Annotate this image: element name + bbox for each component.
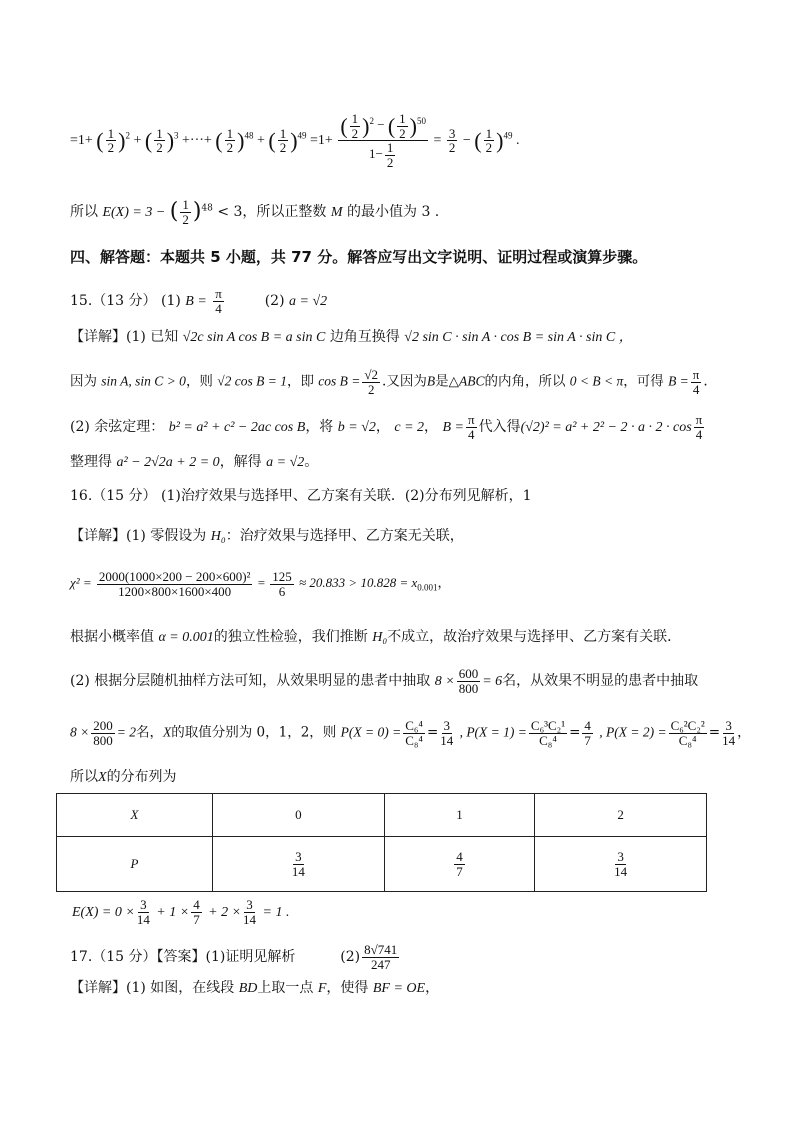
expectation-bound-line: 所以 E(X) = 3 − ( $\frac{1}{2}$ )$^{48}$ < 3，所以正整数 M 的最小值为 3 . [70,197,440,227]
sum-formula-line: =1+ ( $\frac{1}{2}$ )$^2$ + ( $\frac{1}{2}$ )$^3$ +···+ ( $\frac{1}{2}$ )$^{48}$ + ( $\frac{1}{2}$ )$^{49}$ =1+ ( $\frac{1}{2}$ )$^2$ − ( $\frac{1}{2}$ )$^{50}$ 1− $\frac{1}{2}$ = $\frac{3}{2}$ − ( $\frac{1}{2}$ )$^{49}$ . [70,111,520,170]
q15-detail-3: (2) 余弦定理： b² = a² + c² − 2ac cos B，将 b = √2， c = 2， B = $\frac{\pi}{4}$ 代入得(√2)² = a² + 2² − 2 · a · 2 · cos $\frac{\pi}{4}$ [70,412,703,442]
q15-answer-line: 15.（13 分） (1) B = $\frac{\pi}{4}$ (2) a = √2 [70,286,328,316]
q16-detail-3: 根据小概率值 α = 0.001的独立性检验，我们推断 H₀不成立，故治疗效果与选择甲、乙方案有关联． [70,629,682,645]
distribution-table [56,793,707,892]
q17-answer-line: 17.（15 分）【答案】(1)证明见解析 (2) $\frac{8√741}{247}$ [70,942,398,972]
q16-detail-1: 【详解】(1) 零假设为 H₀：治疗效果与选择甲、乙方案无关联， [70,528,464,544]
q15-detail-1: 【详解】(1) 已知 √2c sin A cos B = a sin C 边角互换得 √2 sin C · sin A · cos B = sin A · sin C ， [70,329,633,345]
frac-half: $\frac{1}{2}$ [107,125,115,156]
table-row: X 0 1 2 [57,794,707,837]
q16-detail-4: (2) 根据分层随机抽样方法可知，从效果明显的患者中抽取 8 × $\frac{600}{800}$ = 6名，从效果不明显的患者中抽取 [70,666,699,696]
f-lead: =1+ [70,133,93,148]
table-row: P $\frac{3}{14}$ $\frac{4}{7}$ $\frac{3}{14}$ [57,837,707,892]
q15-detail-2: 因为 sin A, sin C > 0，则 √2 cos B = 1，即 cos B = $\frac{√2}{2}$ .又因为B是△ABC的内角，所以 0 < B < π，可得 B = $\frac{\pi}{4}$ . [70,367,708,397]
q16-detail-5: 8 × $\frac{200}{800}$ = 2名，X的取值分别为 0，1，2，则 P(X = 0) = $\frac{\text{C₆⁴}}{\text{C₈⁴}}$ = $\frac{3}{14}$ , P(X = 1) = $\frac{\text{C₆³C₂¹}}{\text{C₈⁴}}$ = $\frac{4}{7}$ , P(X = 2) = $\frac{\text{C₆²C₂²}}{\text{C₈⁴}}$ = $\frac{3}{14}$ ， [70,718,751,748]
frac-half: $\frac{1}{2}$ [279,125,287,156]
table-cell: 0 [213,794,385,837]
frac-half: $\frac{1}{2}$ [156,125,163,156]
expectation-line: E(X) = 0 × $\frac{3}{14}$ + 1 × $\frac{4}{7}$ + 2 × $\frac{3}{14}$ = 1 . [72,897,290,927]
q16-distribution-intro: 所以X的分布列为 [70,769,177,785]
q15-detail-4: 整理得 a² − 2√2a + 2 = 0，解得 a = √2。 [70,454,319,470]
table-cell: $\frac{4}{7}$ [384,837,534,892]
table-cell: 2 [535,794,707,837]
table-cell: $\frac{3}{14}$ [213,837,385,892]
chi-square-formula: χ² = $\frac{\text{2000(1000×200 − 200×600)²}}{1200\times 800\times 1600\times 400}$ = $\frac{125}{6}$ ≈ $20.833 > 10.828 = x_{0.001}$， [70,569,451,599]
frac-three-halves: $\frac{3}{2}$ [448,125,456,156]
q16-answer-line: 16.（15 分） (1)治疗效果与选择甲、乙方案有关联．(2)分布列见解析，1 [70,488,532,504]
q17-detail-1: 【详解】(1) 如图，在线段 BD上取一点 F，使得 BF = OE， [70,980,440,996]
section-title: 四、解答题：本题共 5 小题，共 77 分。解答应写出文字说明、证明过程或演算步骤。 [70,248,648,266]
frac-big: ( $\frac{1}{2}$ )$^2$ − ( $\frac{1}{2}$ )$^{50}$ 1− $\frac{1}{2}$ [340,111,426,170]
table-cell: 1 [384,794,534,837]
table-cell: $\frac{3}{14}$ [535,837,707,892]
frac-half: $\frac{1}{2}$ [226,125,234,156]
